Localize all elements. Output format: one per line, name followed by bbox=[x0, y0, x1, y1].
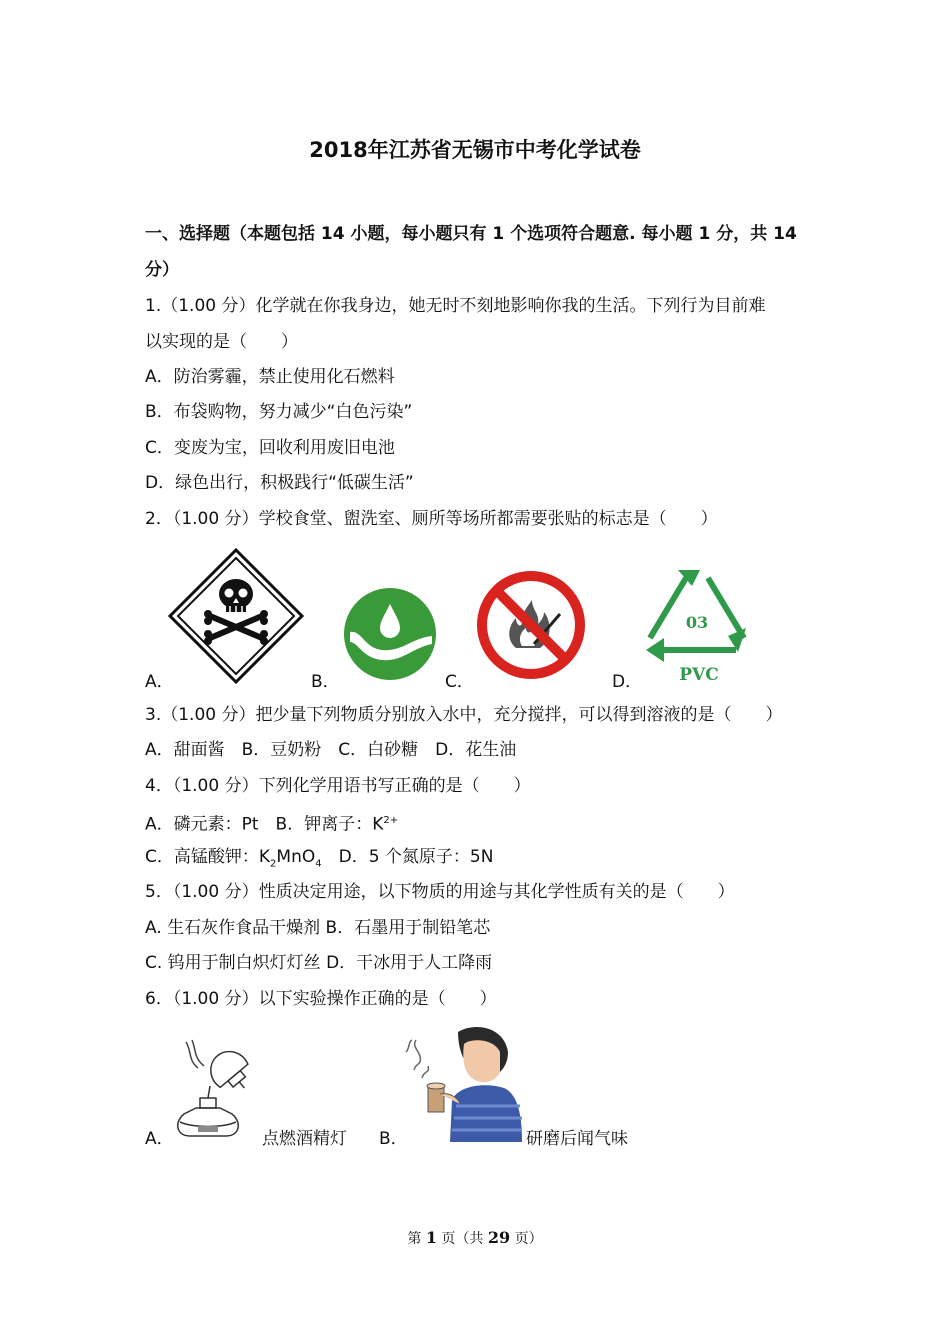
q4-option-d-text: D．5 个氮原子：5N bbox=[321, 847, 494, 867]
q4-option-ab-text: A．磷元素：Pt B．钾离子：K bbox=[145, 814, 384, 835]
q1-option-b: B．布袋购物，努力减少“白色污染” bbox=[145, 402, 413, 422]
footer-post: 页） bbox=[510, 1231, 543, 1247]
q4-options-ab bbox=[145, 809, 398, 837]
q2-option-c-label: C． bbox=[445, 672, 474, 692]
page-total: 29 bbox=[487, 1228, 511, 1247]
q6-option-b-label: B． bbox=[379, 1129, 408, 1149]
no-fire-sign-icon bbox=[476, 570, 586, 680]
toxic-sign-icon bbox=[168, 548, 304, 684]
q2-option-b-label: B． bbox=[311, 672, 340, 692]
subscript-k: 2 bbox=[270, 858, 277, 870]
q1-stem: 1.（1.00 分）化学就在你我身边，她无时不刻地影响你我的生活。下列行为目前难 bbox=[145, 296, 766, 316]
water-saving-sign-icon bbox=[342, 586, 438, 682]
q4-formula-mid: MnO bbox=[276, 847, 316, 867]
q1-option-d: D．绿色出行，积极践行“低碳生活” bbox=[145, 473, 414, 493]
smelling-figure-icon bbox=[404, 1022, 524, 1142]
q3-stem: 3.（1.00 分）把少量下列物质分别放入水中，充分搅拌，可以得到溶液的是（ ） bbox=[145, 705, 783, 725]
q4-option-c-text: C．高锰酸钾：K bbox=[145, 847, 271, 867]
page-title: 2018年江苏省无锡市中考化学试卷 bbox=[309, 138, 641, 162]
q6-option-b-caption: 研磨后闻气味 bbox=[526, 1129, 628, 1149]
page-number: 1 bbox=[425, 1228, 437, 1247]
footer-mid: 页（共 bbox=[436, 1231, 488, 1247]
q1-option-a: A．防治雾霾，禁止使用化石燃料 bbox=[145, 367, 395, 387]
q6-option-a-label: A． bbox=[145, 1129, 174, 1149]
q5-options-ab: A. 生石灰作食品干燥剂 B．石墨用于制铅笔芯 bbox=[145, 918, 491, 938]
section-heading-cont: 分） bbox=[145, 260, 179, 280]
footer-pre: 第 bbox=[407, 1231, 426, 1247]
subscript-o: 4 bbox=[315, 858, 322, 870]
q4-stem: 4．（1.00 分）下列化学用语书写正确的是（ ） bbox=[145, 776, 531, 796]
page-footer bbox=[0, 1228, 950, 1248]
recycle-pvc-sign-icon bbox=[642, 566, 752, 688]
q2-option-a-label: A． bbox=[145, 672, 174, 692]
recycle-code: 03 bbox=[685, 613, 709, 632]
q6-stem: 6．（1.00 分）以下实验操作正确的是（ ） bbox=[145, 989, 497, 1009]
q3-options: A．甜面酱 B．豆奶粉 C．白砂糖 D．花生油 bbox=[145, 740, 517, 760]
q4-options-cd bbox=[145, 845, 493, 876]
section-heading: 一、选择题（本题包括 14 小题，每小题只有 1 个选项符合题意. 每小题 1 分，共 14 bbox=[145, 224, 797, 244]
q5-stem: 5．（1.00 分）性质决定用途，以下物质的用途与其化学性质有关的是（ ） bbox=[145, 882, 735, 902]
q1-option-c: C．变废为宝，回收利用废旧电池 bbox=[145, 438, 395, 458]
q6-option-a-caption: 点燃酒精灯 bbox=[262, 1129, 347, 1149]
q2-stem: 2．（1.00 分）学校食堂、盥洗室、厕所等场所都需要张贴的标志是（ ） bbox=[145, 509, 718, 529]
recycle-text: PVC bbox=[679, 665, 719, 685]
alcohol-lamp-figure-icon bbox=[170, 1038, 262, 1142]
q5-options-cd: C. 钨用于制白炽灯灯丝 D．干冰用于人工降雨 bbox=[145, 953, 493, 973]
charge-superscript: 2+ bbox=[383, 815, 399, 826]
q1-stem-cont: 以实现的是（ ） bbox=[145, 332, 298, 352]
q2-option-d-label: D． bbox=[612, 672, 643, 692]
